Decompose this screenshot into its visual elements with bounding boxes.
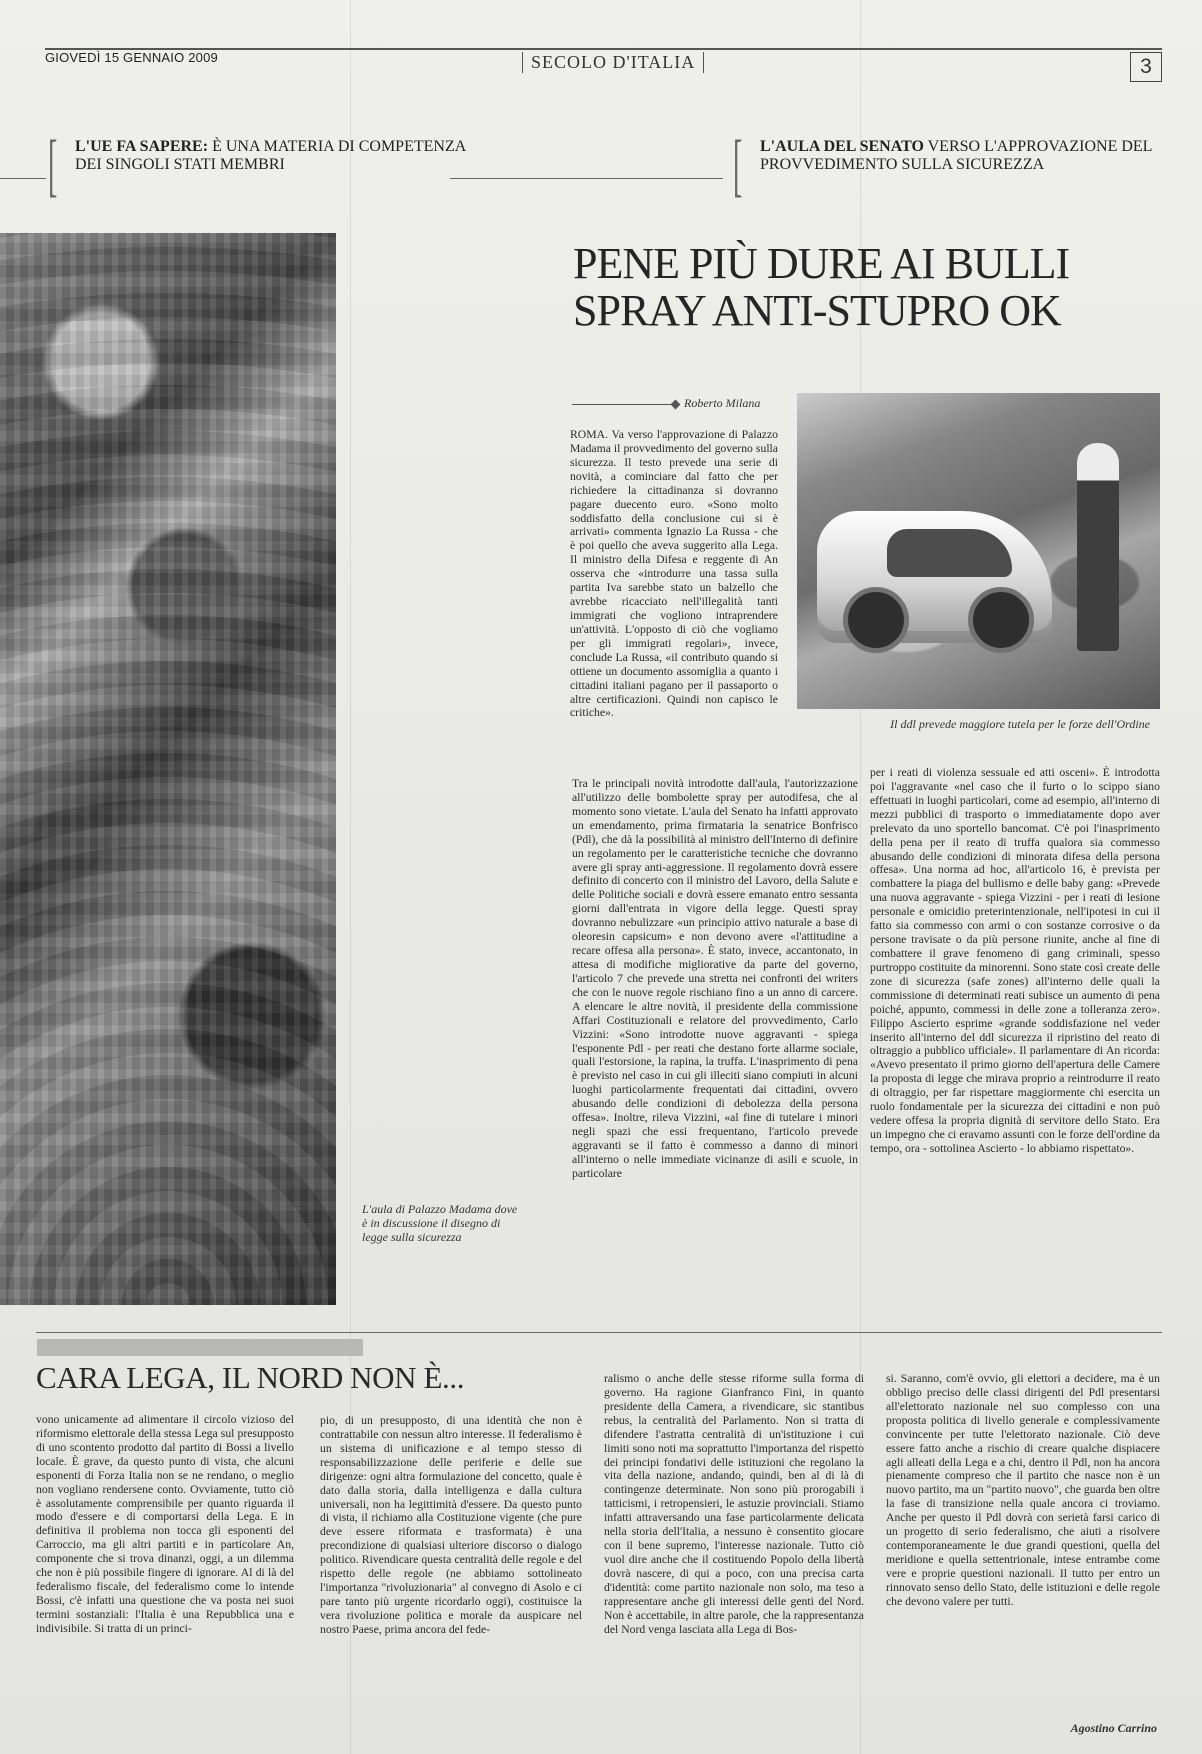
byline bbox=[572, 396, 772, 411]
headline-line-1: PENE PIÙ DURE AI BULLI bbox=[573, 239, 1070, 288]
publication-date: GIOVEDÌ 15 GENNAIO 2009 bbox=[45, 50, 218, 65]
kicker-left-lead: L'UE FA SAPERE: bbox=[75, 138, 209, 155]
masthead: SECOLO D'ITALIA bbox=[522, 52, 704, 73]
wheel-icon bbox=[968, 587, 1034, 653]
second-article-column-2: pio, di un presupposto, di una identità che non è contrattabile con nessun altro interesse. Il federalismo è un sistema di unificazione e al tempo stesso di responsabilizzazione delle periferie e delle sue dirigenze: ogni altra formulazione del concetto, quale è dato dalla storia, dalla intelligenza e dalla cultura universali, non ha legittimità d'essere. Da questo punto di vista, il richiamo alla Costituzione vigente (che pure deve essere riformata e trasformata) è una precondizione di qualsiasi ulteriore discorso o dialogo politico. Rivendicare questa centralità delle regole e del rispetto delle regole (ne abbiamo sottolineato l'importanza "rivoluzionaria" al convegno di Asolo e ci pare tanto più urgente ricordarlo oggi), costituisce la vera rivoluzione politica e morale da auspicare nel nostro Paese, prima ancora del fede- bbox=[320, 1414, 582, 1636]
page-number: 3 bbox=[1130, 52, 1162, 82]
section-label-bar bbox=[37, 1339, 363, 1356]
officer-figure bbox=[1077, 443, 1119, 651]
bracket-icon: [ bbox=[733, 127, 743, 204]
senate-photo-overlay bbox=[0, 233, 336, 1305]
kicker-rule-left bbox=[0, 178, 46, 179]
wheel-icon bbox=[843, 587, 909, 653]
main-headline bbox=[573, 240, 1163, 334]
senate-photo-caption: L'aula di Palazzo Madama dove è in discussione il disegno di legge sulla sicurezza bbox=[362, 1202, 518, 1244]
kicker-right-text: VERSO L'APPROVAZIONE DEL PROVVEDIMENTO SULLA SICUREZZA bbox=[760, 138, 1152, 174]
byline-name: Roberto Milana bbox=[684, 396, 761, 410]
headline-line-2: SPRAY ANTI-STUPRO OK bbox=[573, 286, 1061, 336]
police-photo bbox=[797, 393, 1160, 709]
kicker-right bbox=[733, 127, 1170, 204]
kicker-rule-mid bbox=[450, 178, 723, 179]
police-car bbox=[817, 511, 1052, 643]
second-article-column-3: ralismo o anche delle stesse riforme sulla forma di governo. Ha ragione Gianfranco Fini, in quanto presidente della Camera, a rivendicare, sic stantibus rebus, la centralità del Parlamento. Non si tratta di difendere l'astratta centralità di un'istituzione i cui limiti sono noti ma soprattutto l'importanza del rispetto dei principi fondativi delle istituzioni che regolano la vita della nazione, andando, quindi, ben al di là di contingenze determinate. Non sono più prorogabili i tatticismi, i retropensieri, le astuzie provinciali. Stiamo infatti attraversando una fase particolarmente delicata nella storia dell'Italia, a nessuno è consentito giocare con il bene supremo, l'interesse nazionale. Tutto ciò vuol dire anche che il costituendo Popolo della libertà dovrà nascere, di qui a poco, con una precisa carta d'identità: come partito nazionale non solo, ma teso a rappresentare anche gli interessi delle genti del Nord. Non è accettabile, in altre parole, che la rappresentanza del Nord venga lasciata alla Lega di Bos- bbox=[604, 1372, 864, 1636]
kicker-left-text: È UNA MATERIA DI COMPETENZA DEI SINGOLI STATI MEMBRI bbox=[75, 138, 466, 174]
second-article-title: CARA LEGA, IL NORD NON È... bbox=[36, 1360, 465, 1395]
second-article-author: Agostino Carrino bbox=[1070, 1721, 1157, 1735]
section-divider bbox=[36, 1332, 1162, 1333]
kicker-left bbox=[48, 127, 485, 204]
article-column-2: Tra le principali novità introdotte dall'aula, l'autorizzazione all'utilizzo delle bombolette spray per autodifesa, che al momento sono vietate. L'aula del Senato ha infatti approvato un emendamento, prima firmataria la senatrice Bonfrisco (Pdl), che dà la possibilità al ministro dell'Interno di definire un regolamento per le caratteristiche tecniche che dovranno avere gli spray anti-aggressione. Il regolamento dovrà essere definito di concerto con il ministro del Lavoro, della Salute e delle Politiche sociali e dovrà essere emanato entro sessanta giorni dall'entrata in vigore della legge. Questi spray dovranno nebulizzare «un principio attivo naturale a base di oleoresin capsicum» e non devono avere «l'attitudine a recare offesa alla persona». È stato, invece, accantonato, in attesa di modifiche migliorative da parte del governo, l'articolo 7 che prevede una stretta nei confronti dei writers che con le nuove regole rischiano fino a un anno di carcere. A elencare le altre novità, il presidente della commissione Affari Costituzionali e relatore del provvedimento, Carlo Vizzini: «Sono introdotte nuove aggravanti - spiega l'esponente Pdl - per reati che destano forte allarme sociale, quali l'estorsione, la rapina, la truffa. L'inasprimento di pena è previsto nel caso in cui gli illeciti siano compiuti in alcuni luoghi particolarmente frequentati dai cittadini, ovvero abusando delle condizioni di debolezza della persona offesa». Inoltre, rileva Vizzini, «al fine di tutelare i minori negli spazi che essi frequentano, l'articolo prevede aggravanti se il fatto è commesso a danno di minori all'interno o nelle immediate vicinanze di asili e scuole, in particolare bbox=[572, 777, 858, 1180]
bracket-icon: [ bbox=[48, 127, 58, 204]
second-article-column-4: si. Saranno, com'è ovvio, gli elettori a decidere, ma è un obbligo preciso delle classi dirigenti del Pdl presentarsi all'elettorato nazionale nel suo complesso con una proposta politica di livello generale e complessivamente convincente per tutte l'elettorato nazionale. Ciò deve essere fatto anche a rischio di creare qualche dispiacere agli alleati della Lega e a chi, dentro il Pdl, non ha ancora pienamente compreso che il partito che nasce non è un nuovo partito, ma un "partito nuovo", che guarda ben oltre la fase di transizione nella quale ancora ci troviamo. Anche per questo il Pdl dovrà con serietà farsi carico di un progetto di serio federalismo, che aiuti a risolvere contemporaneamente le due grandi questioni, quella del meridione e quella settentrionale, intese entrambe come vere e proprie questioni nazionali. Il tutto per entro un rinnovato senso dello Stato, delle istituzioni e delle regole che devono valere per tutti. bbox=[886, 1372, 1160, 1608]
second-article-column-1: vono unicamente ad alimentare il circolo vizioso del riformismo elettorale della stessa Lega sul presupposto di uno scontento prodotto dal partito di Bossi a livello locale. È grave, da questo punto di vista, che alcuni esponenti di Forza Italia non se ne rendano, o meglio non vogliano rendersene conto. Ovviamente, tutto ciò è assolutamente comprensibile per quanto riguarda il modo d'essere e di comportarsi della Lega. E in definitiva il problema non tocca gli esponenti del Carroccio, ma gli altri partiti e in particolare An, componente che si trova dinanzi, oggi, a un dilemma che non è più possibile fingere di ignorare. Al di là del federalismo fiscale, del federalismo come lo intende Bossi, c'è infatti una questione che va posta nei suoi termini sostanziali: l'Italia è una Repubblica una e indivisibile. Si tratta di un princi- bbox=[36, 1413, 294, 1635]
kicker-right-lead: L'AULA DEL SENATO bbox=[760, 138, 924, 155]
senate-photo bbox=[0, 233, 336, 1305]
police-photo-caption: Il ddl prevede maggiore tutela per le forze dell'Ordine bbox=[890, 717, 1150, 731]
article-column-3: per i reati di violenza sessuale ed atti osceni». È introdotta poi l'aggravante «nel caso che il furto o lo scippo siano effettuati in luoghi particolari, come ad esempio, all'interno di mezzi pubblici di trasporto o immediatamente dopo aver prelevato da uno sportello bancomat. C'è poi l'inasprimento della pena per il reato di truffa qualora sia commesso abusando delle condizioni di minorata difesa della persona offesa». Una norma ad hoc, all'articolo 16, è prevista per combattere la piaga del bullismo e delle baby gang: «Prevede una nuova aggravante - spiega Vizzini - per i reati di lesione personale e omicidio preterintenzionale, nell'ipotesi in cui il fatto sia commesso con armi o con sostanze corrosive o da persone travisate o da più persone riunite, anche al fine di combattere il grave fenomeno di gang criminali, spesso purtroppo costituite da minorenni. Sono state così create delle zone di sicurezza (safe zones) all'interno delle quali la commissione di determinati reati subisce un aumento di pena poiché, appunto, commessi in delle zone a tolleranza zero». Filippo Ascierto esprime «grande soddisfazione nel veder inserito all'interno del ddl sicurezza il ripristino del reato di oltraggio a pubblico ufficiale». Il parlamentare di An ricorda: «Avevo presentato il primo giorno dell'apertura delle Camere la proposta di legge che mirava proprio a reintrodurre il reato di oltraggio, per far rispettare maggiormente chi esercita un ruolo fondamentale per la sicurezza dei cittadini e non può vedere offesa la propria dignità di servitore dello Stato. Era un impegno che ci eravamo assunti con le forze dell'ordine da tempo, ora - sottolinea Ascierto - lo abbiamo rispettato». bbox=[870, 766, 1160, 1155]
article-column-1: ROMA. Va verso l'approvazione di Palazzo Madama il provvedimento del governo sulla sicurezza. Il testo prevede una serie di novità, a cominciare dal fatto che per richiedere la cittadinanza si dovranno pagare duecento euro. «Sono molto soddisfatto della conclusione cui si è arrivati» commenta Ignazio La Russa - che è poi quello che aveva suggerito alla Lega. Il ministro della Difesa e reggente di An osserva che «introdurre una tassa sulla partita Iva sarebbe stato un balzello che avrebbe ricacciato nell'illegalità tanti immigrati che vogliono intraprendere un'attività. L'opposto di ciò che vogliamo per gli immigrati regolari», invece, conclude La Russa, «il contributo quando si ottiene un documento assomiglia a quanto i cittadini italiani pagano per il passaporto o altre certificazioni. Quindi non capisco le critiche». bbox=[570, 428, 778, 720]
